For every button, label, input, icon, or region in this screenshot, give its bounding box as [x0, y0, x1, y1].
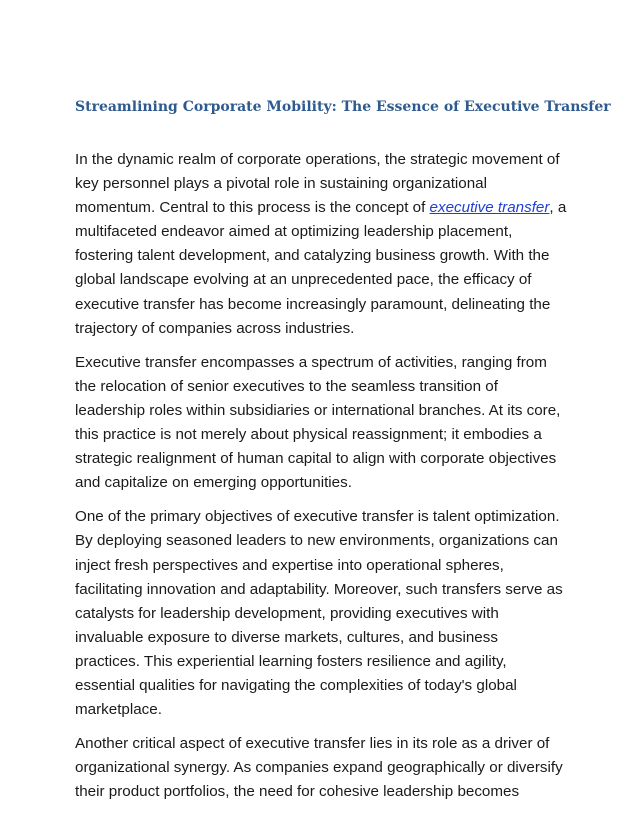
document-body [75, 148, 567, 814]
paragraph-3: One of the primary objectives of executive transfer is talent optimization. By deploying seasoned leaders to new environments, organizations can inject fresh perspectives and expertise into operational spheres, facilitating innovation and adaptability. Moreover, such transfers serve as catalysts for leadership development, providing executives with invaluable exposure to diverse markets, cultures, and business practices. This experiential learning fosters resilience and agility, essential qualities for navigating the complexities of today's global marketplace. [75, 508, 563, 719]
paragraph-2: Executive transfer encompasses a spectrum of activities, ranging from the relocation of senior executives to the seamless transition of leadership roles within subsidiaries or international branches. At its core, this practice is not merely about physical reassignment; it embodies a strategic realignment of human capital to align with corporate objectives and capitalize on emerging opportunities. [75, 353, 561, 492]
paragraph-1 [75, 148, 567, 341]
page-title: Streamlining Corporate Mobility: The Essence of Executive Transfer [75, 99, 611, 115]
paragraph-4: Another critical aspect of executive transfer lies in its role as a driver of organizational synergy. As companies expand geographically or diversify their product portfolios, the need for cohesive leadership becomes [75, 735, 563, 801]
paragraph-1-text-before-link: In the dynamic realm of corporate operations, the strategic movement of key personnel plays a pivotal role in sustaining organizational momentum. Central to this process is the concept of [75, 151, 560, 217]
executive-transfer-link[interactable]: executive transfer [429, 199, 550, 217]
paragraph-1-text-after-link: , a multifaceted endeavor aimed at optimizing leadership placement, fostering talent development, and catalyzing business growth. With the global landscape evolving at an unprecedented pace, the efficacy of executive transfer has become increasingly paramount, delineating the trajectory of companies across industries. [75, 199, 567, 337]
